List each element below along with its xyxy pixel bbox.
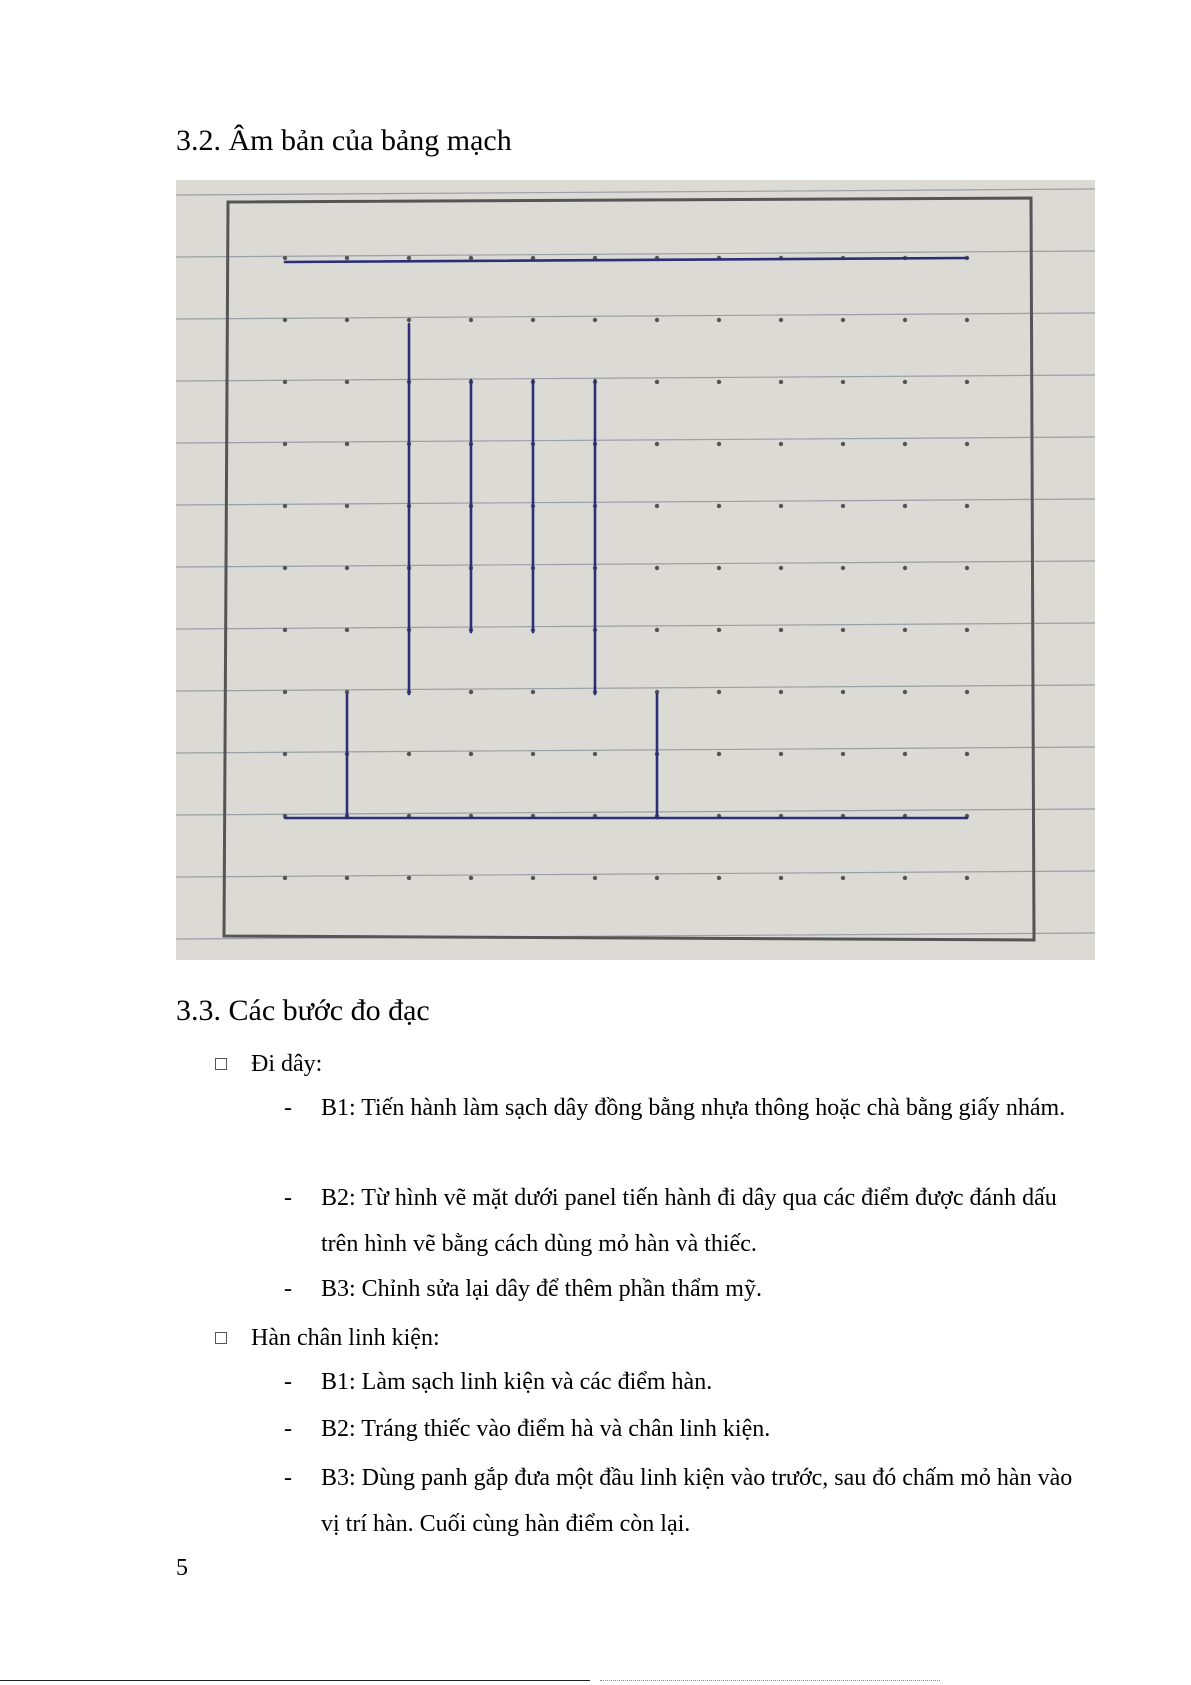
grid-dot — [717, 504, 721, 508]
grid-dot — [469, 318, 473, 322]
grid-dot — [407, 256, 411, 260]
grid-dot — [593, 318, 597, 322]
bullet-label: Hàn chân linh kiện: — [251, 1325, 440, 1351]
grid-dot — [841, 380, 845, 384]
page-number: 5 — [176, 1555, 188, 1581]
grid-dot — [965, 628, 969, 632]
grid-dot — [903, 566, 907, 570]
grid-dot — [345, 628, 349, 632]
grid-dot — [469, 256, 473, 260]
grid-dot — [345, 876, 349, 880]
grid-dot — [531, 876, 535, 880]
grid-dot — [593, 876, 597, 880]
grid-dot — [655, 442, 659, 446]
grid-dot — [345, 566, 349, 570]
grid-dot — [407, 318, 411, 322]
step-text: B1: Làm sạch linh kiện và các điểm hàn. — [321, 1369, 713, 1395]
grid-dot — [469, 690, 473, 694]
step-item: - B3: Dùng panh gắp đưa một đầu linh kiện vào trước, sau đó chấm mỏ hàn vào vị trí hàn. Cuối cùng hàn điểm còn lại. — [284, 1455, 1094, 1547]
checkbox-square-icon — [215, 1332, 227, 1344]
step-item: - B2: Từ hình vẽ mặt dưới panel tiến hành đi dây qua các điểm được đánh dấu trên hình vẽ bằng cách dùng mỏ hàn và thiếc. — [284, 1175, 1094, 1267]
grid-dot — [345, 380, 349, 384]
grid-dot — [779, 566, 783, 570]
grid-dot — [531, 318, 535, 322]
grid-dot — [655, 318, 659, 322]
grid-dot — [655, 380, 659, 384]
bullet-label: Đi dây: — [251, 1051, 323, 1077]
bullet-group-soldering — [215, 1326, 440, 1350]
grid-dot — [841, 752, 845, 756]
grid-dot — [841, 504, 845, 508]
grid-dot — [717, 318, 721, 322]
grid-dot — [779, 628, 783, 632]
grid-dot — [779, 504, 783, 508]
step-text: B2: Tráng thiếc vào điểm hà và chân linh kiện. — [321, 1416, 771, 1442]
grid-dot — [965, 690, 969, 694]
grid-dot — [965, 442, 969, 446]
paper-background — [176, 180, 1095, 960]
grid-dot — [717, 876, 721, 880]
grid-dot — [283, 380, 287, 384]
grid-dot — [655, 504, 659, 508]
section-heading-3-2: 3.2. Âm bản của bảng mạch — [176, 124, 512, 157]
grid-dot — [283, 690, 287, 694]
grid-dot — [717, 752, 721, 756]
grid-dot — [841, 442, 845, 446]
step-text: B3: Dùng panh gắp đưa một đầu linh kiện vào trước, sau đó chấm mỏ hàn vào vị trí hàn. Cuối cùng hàn điểm còn lại. — [321, 1465, 1073, 1537]
checkbox-square-icon — [215, 1058, 227, 1070]
grid-dot — [469, 876, 473, 880]
grid-dot — [531, 690, 535, 694]
step-item: - B1: Tiến hành làm sạch dây đồng bằng nhựa thông hoặc chà bằng giấy nhám. — [284, 1085, 1094, 1131]
grid-dot — [717, 442, 721, 446]
grid-dot — [779, 876, 783, 880]
grid-dot — [779, 442, 783, 446]
bullet-group-wiring — [215, 1052, 322, 1076]
step-item: - B3: Chỉnh sửa lại dây để thêm phần thẩm mỹ. — [284, 1266, 1094, 1312]
grid-dot — [345, 504, 349, 508]
grid-dot — [717, 380, 721, 384]
grid-dot — [779, 318, 783, 322]
circuit-board-photo — [176, 180, 1095, 960]
grid-dot — [593, 752, 597, 756]
grid-dot — [779, 380, 783, 384]
grid-dot — [283, 876, 287, 880]
section-heading-3-3: 3.3. Các bước đo đạc — [176, 994, 430, 1027]
step-text: B3: Chỉnh sửa lại dây để thêm phần thẩm mỹ. — [321, 1276, 762, 1302]
grid-dot — [283, 318, 287, 322]
grid-dot — [283, 752, 287, 756]
grid-dot — [655, 876, 659, 880]
footer-rule — [0, 1680, 590, 1681]
grid-dot — [283, 256, 287, 260]
grid-dot — [717, 566, 721, 570]
grid-dot — [965, 380, 969, 384]
step-text: B2: Từ hình vẽ mặt dưới panel tiến hành đi dây qua các điểm được đánh dấu trên hình vẽ bằng cách dùng mỏ hàn và thiếc. — [321, 1185, 1057, 1257]
step-item: - B1: Làm sạch linh kiện và các điểm hàn. — [284, 1359, 1094, 1405]
grid-dot — [965, 752, 969, 756]
grid-dot — [345, 256, 349, 260]
footer-dotted-rule — [600, 1680, 940, 1682]
grid-dot — [407, 752, 411, 756]
grid-dot — [655, 628, 659, 632]
grid-dot — [655, 566, 659, 570]
grid-dot — [717, 628, 721, 632]
grid-dot — [903, 380, 907, 384]
grid-dot — [841, 318, 845, 322]
grid-dot — [531, 752, 535, 756]
grid-dot — [283, 504, 287, 508]
grid-dot — [717, 690, 721, 694]
grid-dot — [407, 876, 411, 880]
grid-dot — [903, 318, 907, 322]
grid-dot — [903, 752, 907, 756]
grid-dot — [283, 566, 287, 570]
grid-dot — [841, 876, 845, 880]
grid-dot — [965, 566, 969, 570]
grid-dot — [469, 752, 473, 756]
grid-dot — [841, 628, 845, 632]
circuit-board-negative-drawing — [176, 180, 1095, 960]
grid-dot — [779, 752, 783, 756]
grid-dot — [903, 876, 907, 880]
grid-dot — [965, 876, 969, 880]
grid-dot — [965, 318, 969, 322]
step-item: - B2: Tráng thiếc vào điểm hà và chân linh kiện. — [284, 1406, 1094, 1452]
grid-dot — [903, 628, 907, 632]
grid-dot — [903, 690, 907, 694]
step-text: B1: Tiến hành làm sạch dây đồng bằng nhựa thông hoặc chà bằng giấy nhám. — [321, 1095, 1066, 1121]
grid-dot — [965, 504, 969, 508]
grid-dot — [779, 690, 783, 694]
grid-dot — [841, 566, 845, 570]
grid-dot — [903, 442, 907, 446]
grid-dot — [841, 690, 845, 694]
grid-dot — [345, 442, 349, 446]
grid-dot — [283, 442, 287, 446]
grid-dot — [345, 318, 349, 322]
grid-dot — [903, 504, 907, 508]
grid-dot — [283, 628, 287, 632]
